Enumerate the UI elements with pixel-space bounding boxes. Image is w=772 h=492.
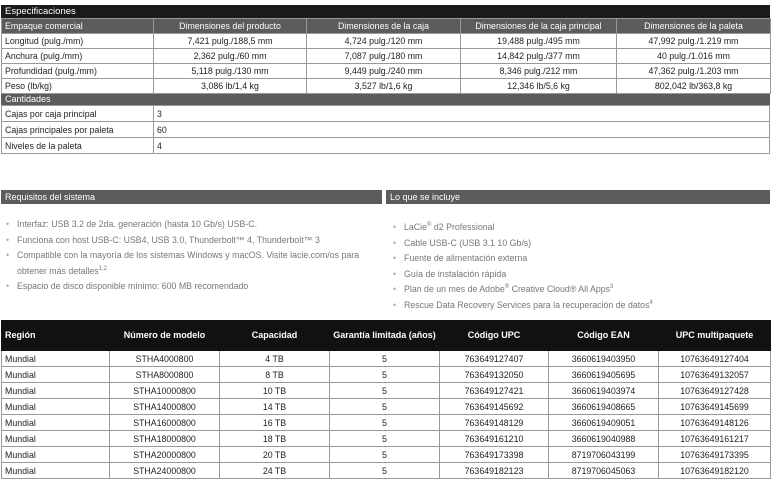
model-row (2, 383, 771, 399)
model-cell: 10763649145699 (659, 399, 771, 415)
models-header: Garantía limitada (años) (330, 321, 440, 351)
model-row (2, 463, 771, 479)
model-cell: 763649173398 (440, 447, 549, 463)
requirements-title: Requisitos del sistema (1, 190, 382, 204)
model-cell: Mundial (2, 351, 110, 367)
spec-header: Dimensiones de la paleta (617, 19, 771, 34)
model-cell: 8 TB (220, 367, 330, 383)
models-header: Código EAN (549, 321, 659, 351)
model-row (2, 399, 771, 415)
model-cell: STHA20000800 (110, 447, 220, 463)
included-title: Lo que se incluye (386, 190, 770, 204)
model-cell: 3660619409051 (549, 415, 659, 431)
model-cell: 3660619403950 (549, 351, 659, 367)
quantity-label: Niveles de la paleta (2, 138, 154, 154)
spec-row (2, 34, 771, 49)
model-cell: 763649161210 (440, 431, 549, 447)
spec-cell: 2,362 pulg./60 mm (154, 49, 307, 64)
spec-header: Dimensiones de la caja principal (461, 19, 617, 34)
quantity-row (2, 122, 770, 138)
model-row (2, 367, 771, 383)
requirement-item: • Espacio de disco disponible mínimo: 600 MB recomendado (2, 279, 382, 295)
model-cell: 763649145692 (440, 399, 549, 415)
model-cell: 10763649161217 (659, 431, 771, 447)
spec-cell: 8,346 pulg./212 mm (461, 64, 617, 79)
spec-cell: 4,724 pulg./120 mm (307, 34, 461, 49)
quantity-label: Cajas principales por paleta (2, 122, 154, 138)
spec-cell: 47,992 pulg./1.219 mm (617, 34, 771, 49)
model-cell: STHA18000800 (110, 431, 220, 447)
model-cell: 5 (330, 367, 440, 383)
quantity-value: 60 (154, 122, 770, 138)
models-header: Capacidad (220, 321, 330, 351)
spec-cell: 14,842 pulg./377 mm (461, 49, 617, 64)
quantities-table (1, 105, 770, 154)
specifications-table (1, 18, 771, 94)
model-cell: 5 (330, 447, 440, 463)
model-cell: 8719706045063 (549, 463, 659, 479)
model-cell: Mundial (2, 367, 110, 383)
spec-header: Dimensiones de la caja (307, 19, 461, 34)
model-cell: Mundial (2, 447, 110, 463)
model-cell: 3660619403974 (549, 383, 659, 399)
model-cell: 3660619408665 (549, 399, 659, 415)
model-cell: 763649182123 (440, 463, 549, 479)
model-cell: STHA16000800 (110, 415, 220, 431)
requirement-item: • Funciona con host USB-C: USB4, USB 3.0, Thunderbolt™ 4, Thunderbolt™ 3 (2, 233, 382, 249)
quantity-row (2, 138, 770, 154)
model-cell: 5 (330, 431, 440, 447)
model-cell: Mundial (2, 415, 110, 431)
spec-cell: 12,346 lb/5,6 kg (461, 79, 617, 94)
model-cell: 763649127407 (440, 351, 549, 367)
models-header: Código UPC (440, 321, 549, 351)
spec-cell: Longitud (pulg./mm) (2, 34, 154, 49)
model-cell: Mundial (2, 431, 110, 447)
models-section (1, 320, 770, 479)
included-item: • LaCie® d2 Professional (389, 220, 769, 236)
model-cell: 10763649132057 (659, 367, 771, 383)
spec-cell: Profundidad (pulg./mm) (2, 64, 154, 79)
spec-cell: 47,362 pulg./1.203 mm (617, 64, 771, 79)
model-cell: 10 TB (220, 383, 330, 399)
spec-cell: 19,488 pulg./495 mm (461, 34, 617, 49)
model-cell: Mundial (2, 463, 110, 479)
model-row (2, 447, 771, 463)
included-item: • Plan de un mes de Adobe® Creative Cloud® All Apps$^3$ (389, 282, 769, 298)
requirements-list (2, 217, 382, 295)
model-cell: STHA24000800 (110, 463, 220, 479)
spec-cell: 7,087 pulg./180 mm (307, 49, 461, 64)
included-item: • Guía de instalación rápida (389, 267, 769, 283)
models-header: UPC multipaquete (659, 321, 771, 351)
model-cell: STHA10000800 (110, 383, 220, 399)
model-cell: Mundial (2, 383, 110, 399)
quantity-label: Cajas por caja principal (2, 106, 154, 122)
model-cell: 763649132050 (440, 367, 549, 383)
spec-header: Empaque comercial (2, 19, 154, 34)
spec-cell: 802,042 lb/363,8 kg (617, 79, 771, 94)
requirements-list-container (2, 217, 382, 295)
spec-cell: 3,086 lb/1,4 kg (154, 79, 307, 94)
model-cell: 14 TB (220, 399, 330, 415)
models-header-row (2, 321, 771, 351)
included-list-container (389, 220, 769, 313)
model-cell: 5 (330, 399, 440, 415)
models-header: Número de modelo (110, 321, 220, 351)
included-item: • Fuente de alimentación externa (389, 251, 769, 267)
models-header: Región (2, 321, 110, 351)
model-cell: 3660619040988 (549, 431, 659, 447)
model-cell: STHA4000800 (110, 351, 220, 367)
spec-cell: Peso (lb/kg) (2, 79, 154, 94)
model-cell: 8719706043199 (549, 447, 659, 463)
spec-cell: 7,421 pulg./188,5 mm (154, 34, 307, 49)
requirement-item: • Interfaz: USB 3.2 de 2da. generación (hasta 10 Gb/s) USB-C. (2, 217, 382, 233)
spec-cell: 3,527 lb/1,6 kg (307, 79, 461, 94)
spec-cell: 9,449 pulg./240 mm (307, 64, 461, 79)
model-cell: 5 (330, 383, 440, 399)
quantity-row (2, 106, 770, 122)
spec-row (2, 49, 771, 64)
model-row (2, 431, 771, 447)
quantity-value: 3 (154, 106, 770, 122)
model-cell: STHA14000800 (110, 399, 220, 415)
quantities-title: Cantidades (1, 94, 770, 105)
model-cell: 16 TB (220, 415, 330, 431)
model-cell: STHA8000800 (110, 367, 220, 383)
model-cell: 24 TB (220, 463, 330, 479)
spec-cell: 5,118 pulg./130 mm (154, 64, 307, 79)
model-cell: Mundial (2, 399, 110, 415)
model-cell: 10763649127428 (659, 383, 771, 399)
spec-cell: Anchura (pulg./mm) (2, 49, 154, 64)
spec-row (2, 79, 771, 94)
model-cell: 5 (330, 463, 440, 479)
specifications-section (1, 5, 770, 154)
requirement-item: • Compatible con la mayoría de los sistemas Windows y macOS. Visite lacie.com/os para obtener más detalles$^{1,2}$ (2, 248, 382, 279)
included-list (389, 220, 769, 313)
model-cell: 5 (330, 351, 440, 367)
model-cell: 5 (330, 415, 440, 431)
footnote-ref: 1,2 (98, 265, 108, 272)
specifications-title: Especificaciones (1, 5, 770, 18)
quantity-value: 4 (154, 138, 770, 154)
model-cell: 10763649182120 (659, 463, 771, 479)
model-row (2, 351, 771, 367)
model-cell: 763649148129 (440, 415, 549, 431)
model-cell: 3660619405695 (549, 367, 659, 383)
model-cell: 763649127421 (440, 383, 549, 399)
model-cell: 10763649173395 (659, 447, 771, 463)
spec-cell: 40 pulg./1.016 mm (617, 49, 771, 64)
included-item: • Rescue Data Recovery Services para la recuperación de datos$^4$ (389, 298, 769, 314)
model-row (2, 415, 771, 431)
spec-header: Dimensiones del producto (154, 19, 307, 34)
included-item: • Cable USB-C (USB 3.1 10 Gb/s) (389, 236, 769, 252)
spec-row (2, 64, 771, 79)
models-table (1, 320, 771, 479)
model-cell: 18 TB (220, 431, 330, 447)
spec-header-row (2, 19, 771, 34)
model-cell: 20 TB (220, 447, 330, 463)
model-cell: 4 TB (220, 351, 330, 367)
model-cell: 10763649127404 (659, 351, 771, 367)
model-cell: 10763649148126 (659, 415, 771, 431)
